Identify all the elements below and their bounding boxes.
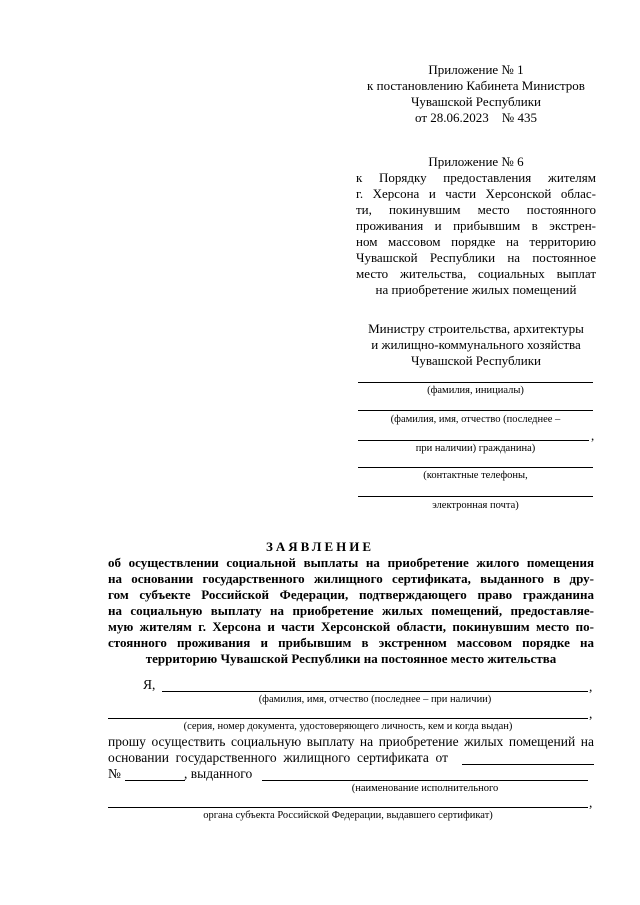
appendix-1-header <box>356 62 596 126</box>
full-name-caption: (фамилия, имя, отчество (последнее – <box>390 414 561 425</box>
issuing-authority-caption: (наименование исполнительного <box>351 783 499 794</box>
issuing-authority-caption-2: органа субъекта Российской Федерации, выдавшего сертификат) <box>203 810 493 821</box>
full-name-field-2[interactable] <box>358 440 589 441</box>
initials-field[interactable] <box>358 382 593 383</box>
appendix-1-line: от 28.06.2023 № 435 <box>415 110 537 125</box>
statement-line: на социальную выплату на приобретение жилых помещений, предоставляе- <box>108 603 594 618</box>
phones-field[interactable] <box>358 467 593 468</box>
appendix-1-line: к постановлению Кабинета Министров <box>367 78 585 93</box>
initials-caption: (фамилия, инициалы) <box>427 385 524 396</box>
comma: , <box>589 706 593 721</box>
addressee-line: и жилищно-коммунального хозяйства <box>371 337 581 352</box>
comma: , <box>591 428 595 443</box>
statement-line: на основании государственного жилищного сертификата, выданного в дру- <box>108 571 594 586</box>
appendix-6-line: Чувашской Республики на постоянное <box>356 250 596 265</box>
appendix-6-line: проживания и прибывшим в экстрен- <box>356 218 596 233</box>
issuing-authority-field-2[interactable] <box>108 807 588 808</box>
appendix-6-title: Приложение № 6 <box>428 154 524 169</box>
number-label: № <box>108 766 121 781</box>
statement-last-line: территорию Чувашской Республики на постоянное место жительства <box>145 651 557 666</box>
statement-line: об осуществлении социальной выплаты на приобретение жилого помещения <box>108 555 594 570</box>
comma: , <box>589 679 593 694</box>
certificate-number-field[interactable] <box>125 780 185 781</box>
certificate-date-field[interactable] <box>462 764 594 765</box>
statement-body <box>108 555 594 667</box>
appendix-6-line: к Порядку предоставления жителям <box>356 170 596 185</box>
addressee-block <box>356 321 596 369</box>
appendix-6-line: ном массовом порядке на территорию <box>356 234 596 249</box>
full-name-field[interactable] <box>358 410 593 411</box>
phones-caption: (контактные телефоны, <box>423 470 528 481</box>
statement-line: гом субъекте Российской Федерации, подтверждающего право гражданина <box>108 587 594 602</box>
citizen-caption: при наличии) гражданина) <box>415 443 536 454</box>
ya-label: Я, <box>143 677 156 692</box>
request-line-2: основании государственного жилищного сертификата от <box>108 750 449 765</box>
appendix-6-header <box>356 154 596 298</box>
email-field[interactable] <box>358 496 593 497</box>
applicant-name-caption: (фамилия, имя, отчество (последнее – при наличии) <box>258 694 492 705</box>
appendix-6-line: место жительства, социальных выплат <box>356 266 596 281</box>
request-line-1: прошу осуществить социальную выплату на приобретение жилых помещений на <box>108 734 594 749</box>
issued-by-label: , выданного <box>184 766 253 781</box>
appendix-6-last-line: на приобретение жилых помещений <box>375 282 577 297</box>
appendix-6-line: ти, покинувшим место постоянного <box>356 202 596 217</box>
statement-line: стоянного проживания и прибывшим в экстренном массовом порядке на <box>108 635 594 650</box>
statement-line: мую жителям г. Херсона и части Херсонской области, покинувшим место по- <box>108 619 594 634</box>
statement-title: ЗАЯВЛЕНИЕ <box>265 539 375 554</box>
comma: , <box>589 795 593 810</box>
identity-document-field[interactable] <box>108 718 588 719</box>
appendix-1-line: Чувашской Республики <box>410 94 542 109</box>
issuing-authority-field[interactable] <box>262 780 588 781</box>
addressee-line: Министру строительства, архитектуры <box>368 321 584 336</box>
applicant-name-field[interactable] <box>162 691 588 692</box>
appendix-6-line: г. Херсона и части Херсонской облас- <box>356 186 596 201</box>
email-caption: электронная почта) <box>432 500 519 511</box>
addressee-line: Чувашской Республики <box>410 353 542 368</box>
appendix-1-line: Приложение № 1 <box>428 62 524 77</box>
identity-document-caption: (серия, номер документа, удостоверяющего личность, кем и когда выдан) <box>183 721 513 732</box>
